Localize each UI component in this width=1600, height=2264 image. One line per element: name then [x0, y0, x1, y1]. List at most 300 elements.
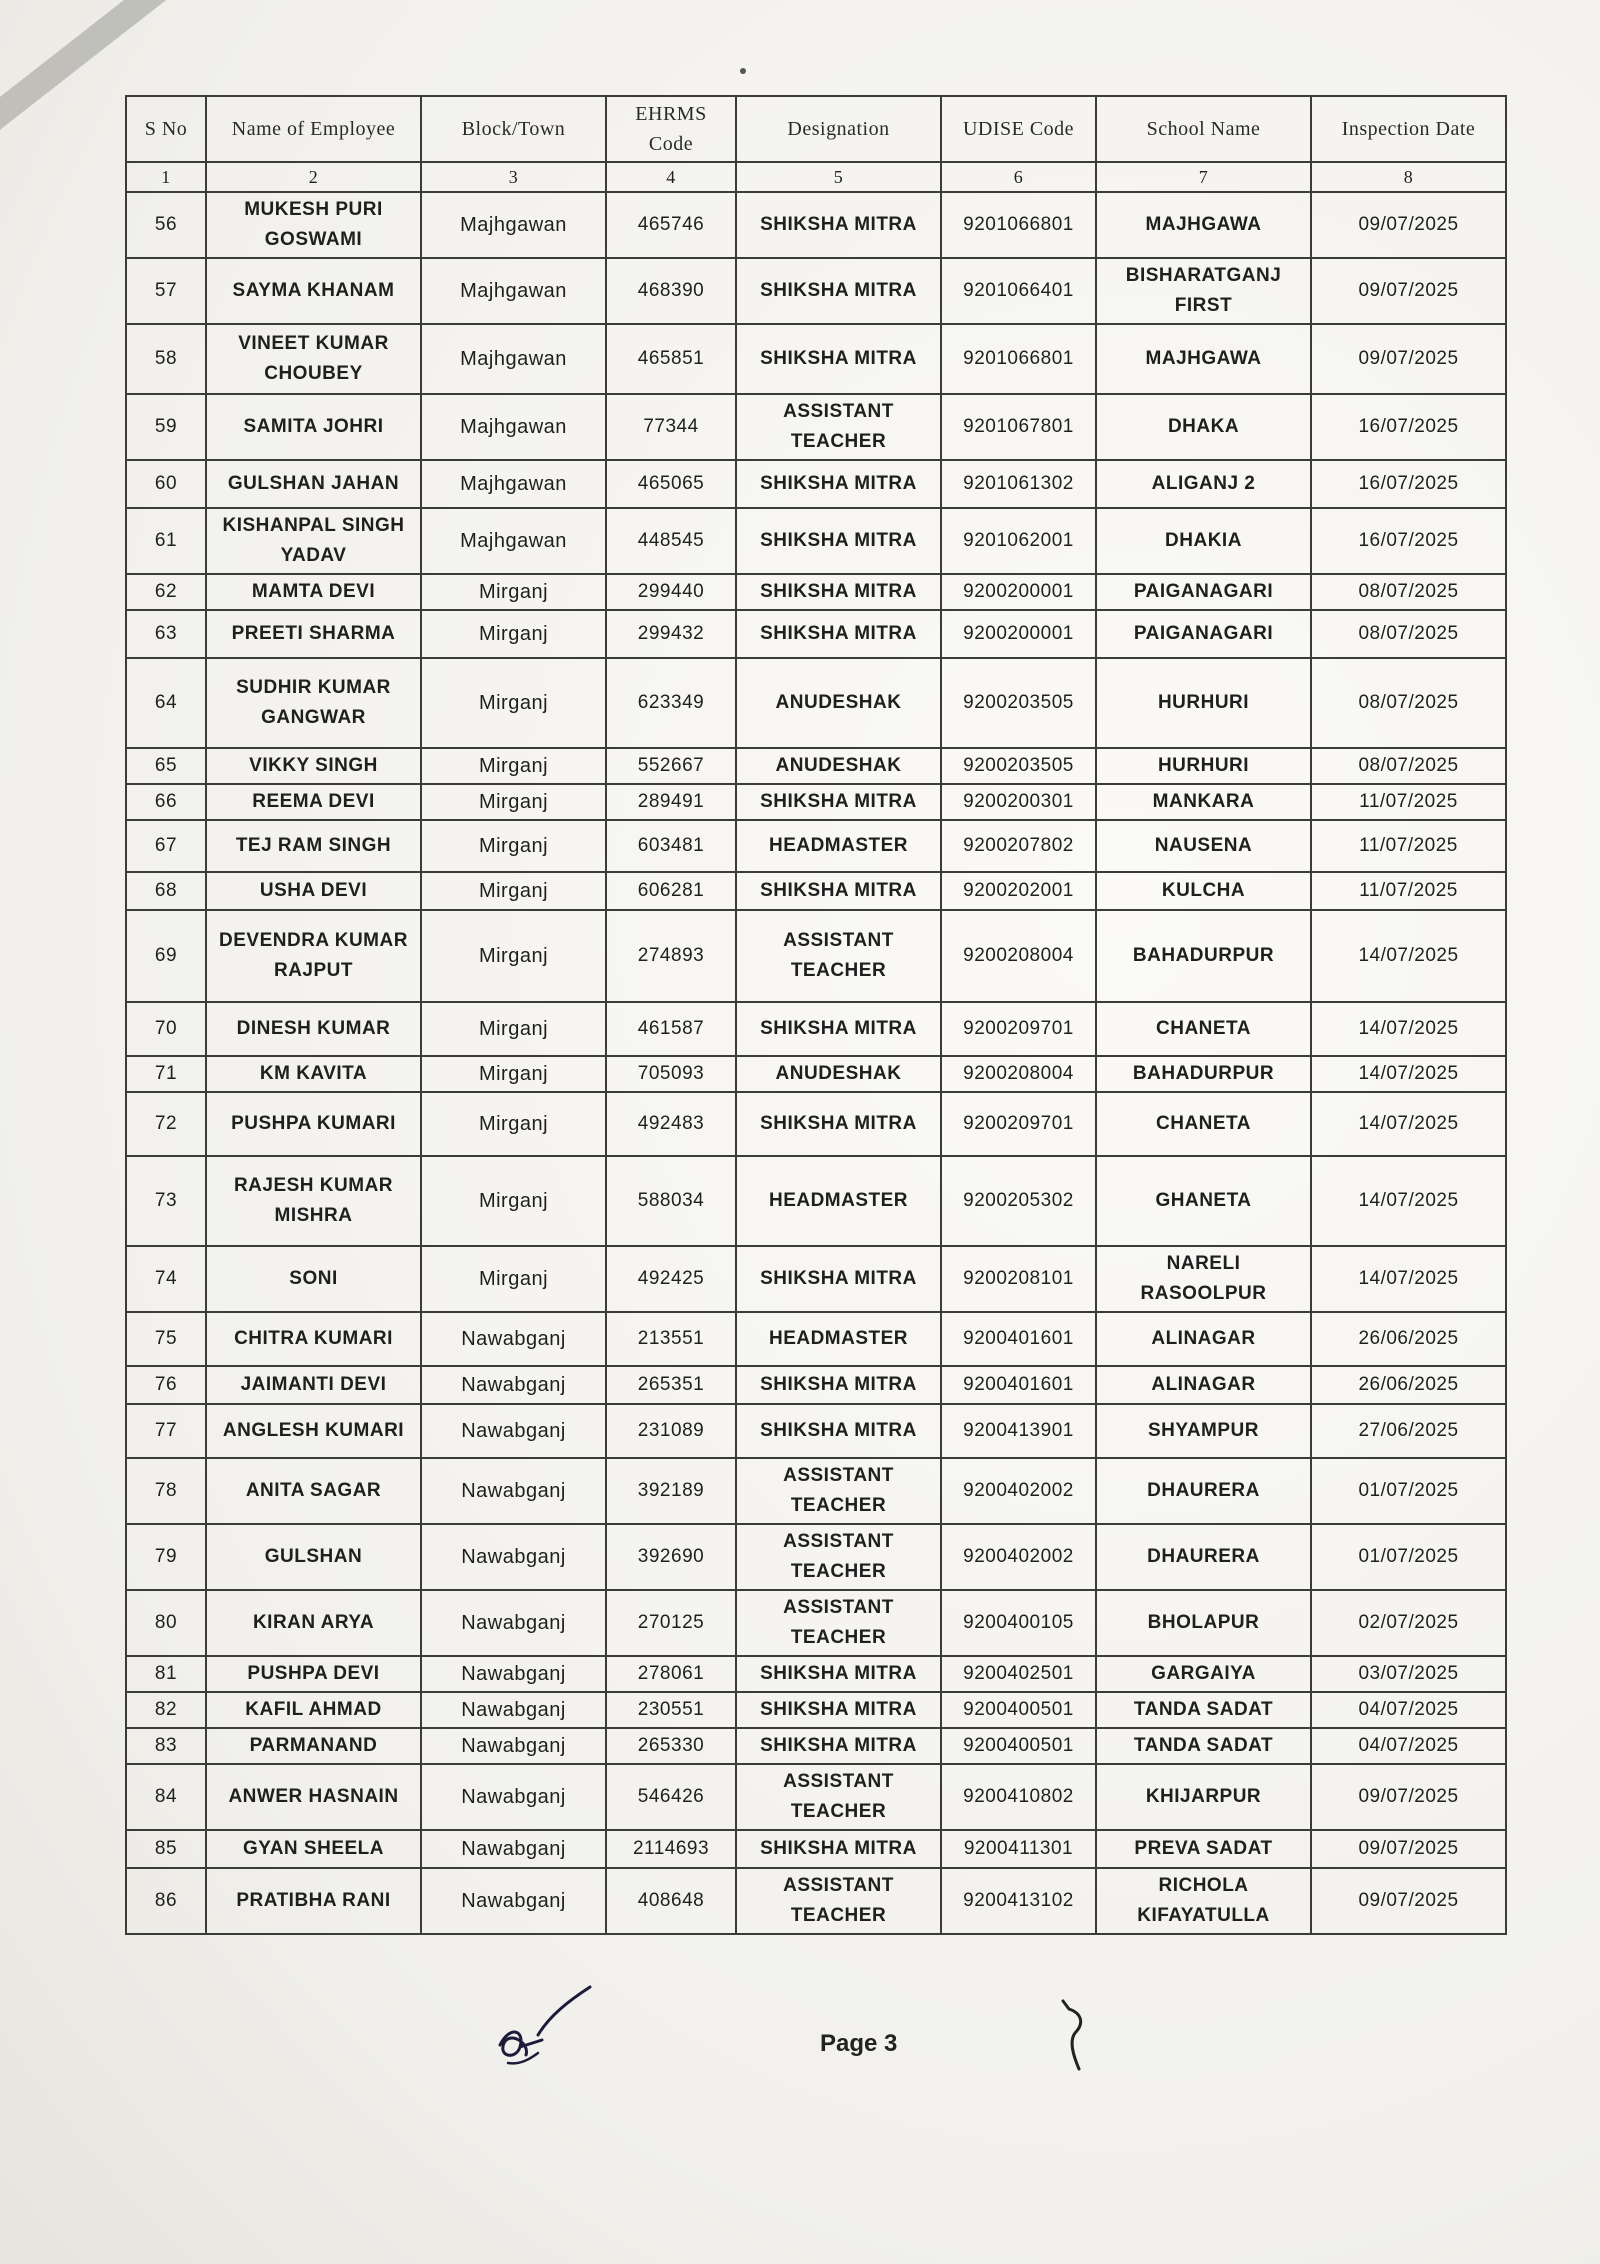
table-row [126, 1590, 1506, 1656]
cell-udise-code: 9200208004 [941, 910, 1096, 1002]
column-number: 1 [126, 162, 206, 192]
header-designation: Designation [736, 96, 941, 162]
cell-ehrms-code: 552667 [606, 748, 736, 784]
cell-inspection-date: 03/07/2025 [1311, 1656, 1506, 1692]
cell-designation: SHIKSHA MITRA [736, 460, 941, 508]
cell-sno: 61 [126, 508, 206, 574]
cell-sno: 85 [126, 1830, 206, 1868]
cell-designation: ASSISTANT TEACHER [736, 1764, 941, 1830]
cell-ehrms-code: 408648 [606, 1868, 736, 1934]
column-number-row [126, 162, 1506, 192]
table-row [126, 1246, 1506, 1312]
cell-udise-code: 9200200001 [941, 574, 1096, 610]
column-number: 5 [736, 162, 941, 192]
table-row [126, 1656, 1506, 1692]
cell-inspection-date: 27/06/2025 [1311, 1404, 1506, 1458]
table-row [126, 1056, 1506, 1092]
table-row [126, 1002, 1506, 1056]
cell-ehrms-code: 546426 [606, 1764, 736, 1830]
table-row [126, 1092, 1506, 1156]
cell-designation: ASSISTANT TEACHER [736, 910, 941, 1002]
cell-inspection-date: 26/06/2025 [1311, 1366, 1506, 1404]
cell-school-name: BAHADURPUR [1096, 1056, 1311, 1092]
column-number: 8 [1311, 162, 1506, 192]
cell-employee-name: RAJESH KUMAR MISHRA [206, 1156, 421, 1246]
cell-ehrms-code: 289491 [606, 784, 736, 820]
cell-udise-code: 9200402002 [941, 1458, 1096, 1524]
cell-ehrms-code: 606281 [606, 872, 736, 910]
cell-udise-code: 9201067801 [941, 394, 1096, 460]
cell-udise-code: 9200410802 [941, 1764, 1096, 1830]
cell-school-name: TANDA SADAT [1096, 1728, 1311, 1764]
cell-inspection-date: 14/07/2025 [1311, 1246, 1506, 1312]
cell-udise-code: 9200209701 [941, 1002, 1096, 1056]
cell-designation: ANUDESHAK [736, 1056, 941, 1092]
table-body [126, 192, 1506, 1934]
cell-employee-name: KAFIL AHMAD [206, 1692, 421, 1728]
column-number: 3 [421, 162, 606, 192]
cell-designation: ASSISTANT TEACHER [736, 1590, 941, 1656]
cell-school-name: BAHADURPUR [1096, 910, 1311, 1002]
cell-sno: 83 [126, 1728, 206, 1764]
cell-inspection-date: 09/07/2025 [1311, 258, 1506, 324]
cell-school-name: TANDA SADAT [1096, 1692, 1311, 1728]
cell-inspection-date: 11/07/2025 [1311, 820, 1506, 872]
cell-inspection-date: 09/07/2025 [1311, 1868, 1506, 1934]
cell-school-name: DHAKA [1096, 394, 1311, 460]
cell-udise-code: 9200203505 [941, 658, 1096, 748]
cell-school-name: BHOLAPUR [1096, 1590, 1311, 1656]
cell-designation: SHIKSHA MITRA [736, 1692, 941, 1728]
cell-employee-name: PUSHPA DEVI [206, 1656, 421, 1692]
cell-block-town: Mirganj [421, 748, 606, 784]
cell-block-town: Nawabganj [421, 1524, 606, 1590]
cell-sno: 67 [126, 820, 206, 872]
cell-school-name: HURHURI [1096, 658, 1311, 748]
cell-sno: 57 [126, 258, 206, 324]
cell-inspection-date: 02/07/2025 [1311, 1590, 1506, 1656]
cell-school-name: KULCHA [1096, 872, 1311, 910]
cell-udise-code: 9201061302 [941, 460, 1096, 508]
cell-block-town: Mirganj [421, 658, 606, 748]
cell-employee-name: VINEET KUMAR CHOUBEY [206, 324, 421, 394]
table-row [126, 1156, 1506, 1246]
table-row [126, 324, 1506, 394]
cell-designation: HEADMASTER [736, 1312, 941, 1366]
column-number: 4 [606, 162, 736, 192]
cell-inspection-date: 14/07/2025 [1311, 1056, 1506, 1092]
cell-inspection-date: 08/07/2025 [1311, 748, 1506, 784]
cell-employee-name: PUSHPA KUMARI [206, 1092, 421, 1156]
table-row [126, 508, 1506, 574]
cell-block-town: Mirganj [421, 1246, 606, 1312]
cell-udise-code: 9200413102 [941, 1868, 1096, 1934]
cell-ehrms-code: 265351 [606, 1366, 736, 1404]
cell-school-name: CHANETA [1096, 1092, 1311, 1156]
cell-sno: 79 [126, 1524, 206, 1590]
cell-designation: SHIKSHA MITRA [736, 872, 941, 910]
cell-sno: 59 [126, 394, 206, 460]
cell-sno: 73 [126, 1156, 206, 1246]
cell-school-name: HURHURI [1096, 748, 1311, 784]
table-row [126, 1692, 1506, 1728]
cell-ehrms-code: 278061 [606, 1656, 736, 1692]
header-sno: S No [126, 96, 206, 162]
cell-udise-code: 9200401601 [941, 1366, 1096, 1404]
cell-designation: SHIKSHA MITRA [736, 1830, 941, 1868]
cell-inspection-date: 16/07/2025 [1311, 460, 1506, 508]
cell-block-town: Mirganj [421, 784, 606, 820]
cell-ehrms-code: 2114693 [606, 1830, 736, 1868]
cell-employee-name: REEMA DEVI [206, 784, 421, 820]
cell-school-name: NAUSENA [1096, 820, 1311, 872]
table-row [126, 1458, 1506, 1524]
cell-designation: SHIKSHA MITRA [736, 1002, 941, 1056]
cell-udise-code: 9200413901 [941, 1404, 1096, 1458]
cell-sno: 65 [126, 748, 206, 784]
cell-sno: 58 [126, 324, 206, 394]
cell-ehrms-code: 77344 [606, 394, 736, 460]
cell-school-name: GHANETA [1096, 1156, 1311, 1246]
table-row [126, 1524, 1506, 1590]
cell-block-town: Mirganj [421, 1056, 606, 1092]
cell-school-name: KHIJARPUR [1096, 1764, 1311, 1830]
cell-school-name: BISHARATGANJ FIRST [1096, 258, 1311, 324]
punch-mark [740, 68, 746, 74]
cell-ehrms-code: 623349 [606, 658, 736, 748]
cell-ehrms-code: 492483 [606, 1092, 736, 1156]
cell-designation: SHIKSHA MITRA [736, 1656, 941, 1692]
cell-school-name: PAIGANAGARI [1096, 574, 1311, 610]
cell-udise-code: 9200200301 [941, 784, 1096, 820]
cell-school-name: NARELI RASOOLPUR [1096, 1246, 1311, 1312]
cell-block-town: Nawabganj [421, 1728, 606, 1764]
cell-udise-code: 9200402501 [941, 1656, 1096, 1692]
cell-employee-name: SONI [206, 1246, 421, 1312]
table-row [126, 1404, 1506, 1458]
header-ehrms-code: EHRMS Code [606, 96, 736, 162]
cell-designation: SHIKSHA MITRA [736, 1404, 941, 1458]
cell-employee-name: PRATIBHA RANI [206, 1868, 421, 1934]
cell-inspection-date: 09/07/2025 [1311, 1830, 1506, 1868]
cell-block-town: Nawabganj [421, 1692, 606, 1728]
cell-designation: SHIKSHA MITRA [736, 784, 941, 820]
cell-ehrms-code: 588034 [606, 1156, 736, 1246]
cell-ehrms-code: 231089 [606, 1404, 736, 1458]
cell-ehrms-code: 465746 [606, 192, 736, 258]
cell-udise-code: 9201066801 [941, 324, 1096, 394]
cell-block-town: Nawabganj [421, 1656, 606, 1692]
cell-employee-name: TEJ RAM SINGH [206, 820, 421, 872]
cell-ehrms-code: 468390 [606, 258, 736, 324]
cell-ehrms-code: 213551 [606, 1312, 736, 1366]
signature-image [490, 1985, 600, 2075]
cell-employee-name: JAIMANTI DEVI [206, 1366, 421, 1404]
cell-udise-code: 9200200001 [941, 610, 1096, 658]
cell-sno: 60 [126, 460, 206, 508]
cell-inspection-date: 11/07/2025 [1311, 872, 1506, 910]
cell-employee-name: DINESH KUMAR [206, 1002, 421, 1056]
table-row [126, 394, 1506, 460]
cell-designation: ASSISTANT TEACHER [736, 1524, 941, 1590]
cell-designation: SHIKSHA MITRA [736, 610, 941, 658]
cell-block-town: Majhgawan [421, 394, 606, 460]
cell-school-name: SHYAMPUR [1096, 1404, 1311, 1458]
cell-ehrms-code: 270125 [606, 1590, 736, 1656]
cell-designation: SHIKSHA MITRA [736, 1246, 941, 1312]
header-block: Block/Town [421, 96, 606, 162]
cell-designation: SHIKSHA MITRA [736, 1092, 941, 1156]
cell-sno: 82 [126, 1692, 206, 1728]
cell-designation: SHIKSHA MITRA [736, 508, 941, 574]
cell-designation: ASSISTANT TEACHER [736, 1458, 941, 1524]
cell-designation: ASSISTANT TEACHER [736, 1868, 941, 1934]
cell-inspection-date: 14/07/2025 [1311, 1092, 1506, 1156]
cell-designation: SHIKSHA MITRA [736, 258, 941, 324]
cell-school-name: DHAKIA [1096, 508, 1311, 574]
cell-udise-code: 9200400105 [941, 1590, 1096, 1656]
column-number: 6 [941, 162, 1096, 192]
page-number: Page 3 [820, 2030, 898, 2057]
cell-inspection-date: 01/07/2025 [1311, 1458, 1506, 1524]
cell-block-town: Mirganj [421, 872, 606, 910]
cell-sno: 64 [126, 658, 206, 748]
cell-inspection-date: 11/07/2025 [1311, 784, 1506, 820]
cell-inspection-date: 04/07/2025 [1311, 1692, 1506, 1728]
header-udise-code: UDISE Code [941, 96, 1096, 162]
cell-sno: 86 [126, 1868, 206, 1934]
cell-block-town: Majhgawan [421, 258, 606, 324]
cell-sno: 62 [126, 574, 206, 610]
cell-inspection-date: 14/07/2025 [1311, 910, 1506, 1002]
cell-sno: 77 [126, 1404, 206, 1458]
cell-employee-name: CHITRA KUMARI [206, 1312, 421, 1366]
cell-sno: 75 [126, 1312, 206, 1366]
cell-employee-name: GYAN SHEELA [206, 1830, 421, 1868]
cell-sno: 84 [126, 1764, 206, 1830]
cell-sno: 66 [126, 784, 206, 820]
cell-inspection-date: 26/06/2025 [1311, 1312, 1506, 1366]
cell-udise-code: 9201066801 [941, 192, 1096, 258]
cell-sno: 70 [126, 1002, 206, 1056]
cell-designation: SHIKSHA MITRA [736, 324, 941, 394]
cell-ehrms-code: 465065 [606, 460, 736, 508]
header-row [126, 96, 1506, 162]
cell-employee-name: MAMTA DEVI [206, 574, 421, 610]
table-row [126, 872, 1506, 910]
cell-school-name: DHAURERA [1096, 1458, 1311, 1524]
cell-employee-name: ANWER HASNAIN [206, 1764, 421, 1830]
cell-ehrms-code: 299440 [606, 574, 736, 610]
cell-block-town: Nawabganj [421, 1830, 606, 1868]
cell-inspection-date: 09/07/2025 [1311, 1764, 1506, 1830]
cell-block-town: Nawabganj [421, 1404, 606, 1458]
table-row [126, 192, 1506, 258]
cell-designation: ASSISTANT TEACHER [736, 394, 941, 460]
cell-school-name: MAJHGAWA [1096, 192, 1311, 258]
cell-block-town: Nawabganj [421, 1458, 606, 1524]
cell-employee-name: MUKESH PURI GOSWAMI [206, 192, 421, 258]
cell-udise-code: 9200203505 [941, 748, 1096, 784]
table-row [126, 258, 1506, 324]
cell-school-name: MAJHGAWA [1096, 324, 1311, 394]
cell-designation: ANUDESHAK [736, 748, 941, 784]
table-row [126, 1830, 1506, 1868]
cell-school-name: PAIGANAGARI [1096, 610, 1311, 658]
cell-inspection-date: 14/07/2025 [1311, 1156, 1506, 1246]
cell-employee-name: KIRAN ARYA [206, 1590, 421, 1656]
header-name: Name of Employee [206, 96, 421, 162]
table-row [126, 910, 1506, 1002]
cell-school-name: MANKARA [1096, 784, 1311, 820]
table-row [126, 1868, 1506, 1934]
table-row [126, 1366, 1506, 1404]
cell-sno: 63 [126, 610, 206, 658]
cell-ehrms-code: 274893 [606, 910, 736, 1002]
cell-block-town: Nawabganj [421, 1764, 606, 1830]
cell-school-name: ALIGANJ 2 [1096, 460, 1311, 508]
table-row [126, 610, 1506, 658]
cell-employee-name: PARMANAND [206, 1728, 421, 1764]
cell-udise-code: 9200411301 [941, 1830, 1096, 1868]
cell-sno: 56 [126, 192, 206, 258]
cell-ehrms-code: 448545 [606, 508, 736, 574]
column-number: 7 [1096, 162, 1311, 192]
cell-school-name: RICHOLA KIFAYATULLA [1096, 1868, 1311, 1934]
cell-sno: 81 [126, 1656, 206, 1692]
cell-udise-code: 9200402002 [941, 1524, 1096, 1590]
cell-block-town: Mirganj [421, 820, 606, 872]
cell-designation: HEADMASTER [736, 1156, 941, 1246]
cell-ehrms-code: 299432 [606, 610, 736, 658]
cell-designation: SHIKSHA MITRA [736, 574, 941, 610]
cell-block-town: Nawabganj [421, 1312, 606, 1366]
cell-sno: 78 [126, 1458, 206, 1524]
cell-employee-name: ANGLESH KUMARI [206, 1404, 421, 1458]
cell-ehrms-code: 705093 [606, 1056, 736, 1092]
table-row [126, 748, 1506, 784]
cell-designation: SHIKSHA MITRA [736, 192, 941, 258]
cell-udise-code: 9200400501 [941, 1728, 1096, 1764]
cell-inspection-date: 16/07/2025 [1311, 508, 1506, 574]
cell-block-town: Majhgawan [421, 460, 606, 508]
cell-ehrms-code: 465851 [606, 324, 736, 394]
cell-designation: HEADMASTER [736, 820, 941, 872]
cell-employee-name: GULSHAN JAHAN [206, 460, 421, 508]
cell-designation: ANUDESHAK [736, 658, 941, 748]
cell-employee-name: USHA DEVI [206, 872, 421, 910]
cell-block-town: Mirganj [421, 1156, 606, 1246]
cell-ehrms-code: 265330 [606, 1728, 736, 1764]
cell-employee-name: KM KAVITA [206, 1056, 421, 1092]
cell-employee-name: SAYMA KHANAM [206, 258, 421, 324]
cell-block-town: Nawabganj [421, 1590, 606, 1656]
cell-sno: 69 [126, 910, 206, 1002]
cell-inspection-date: 09/07/2025 [1311, 192, 1506, 258]
cell-employee-name: SUDHIR KUMAR GANGWAR [206, 658, 421, 748]
header-inspection-date: Inspection Date [1311, 96, 1506, 162]
table-row [126, 574, 1506, 610]
cell-employee-name: ANITA SAGAR [206, 1458, 421, 1524]
cell-block-town: Majhgawan [421, 192, 606, 258]
cell-udise-code: 9200209701 [941, 1092, 1096, 1156]
cell-block-town: Mirganj [421, 910, 606, 1002]
cell-block-town: Mirganj [421, 610, 606, 658]
cell-block-town: Mirganj [421, 1002, 606, 1056]
employee-inspection-table-container [125, 95, 1505, 1935]
cell-inspection-date: 09/07/2025 [1311, 324, 1506, 394]
cell-inspection-date: 01/07/2025 [1311, 1524, 1506, 1590]
table-row [126, 784, 1506, 820]
table-row [126, 460, 1506, 508]
column-number: 2 [206, 162, 421, 192]
cell-school-name: PREVA SADAT [1096, 1830, 1311, 1868]
cell-udise-code: 9200400501 [941, 1692, 1096, 1728]
cell-udise-code: 9201066401 [941, 258, 1096, 324]
cell-employee-name: GULSHAN [206, 1524, 421, 1590]
cell-employee-name: VIKKY SINGH [206, 748, 421, 784]
cell-school-name: GARGAIYA [1096, 1656, 1311, 1692]
cell-inspection-date: 16/07/2025 [1311, 394, 1506, 460]
cell-inspection-date: 08/07/2025 [1311, 658, 1506, 748]
cell-block-town: Nawabganj [421, 1366, 606, 1404]
cell-block-town: Majhgawan [421, 324, 606, 394]
cell-school-name: ALINAGAR [1096, 1312, 1311, 1366]
header-school-name: School Name [1096, 96, 1311, 162]
table-row [126, 1312, 1506, 1366]
table-row [126, 658, 1506, 748]
cell-sno: 68 [126, 872, 206, 910]
cell-block-town: Mirganj [421, 574, 606, 610]
cell-udise-code: 9201062001 [941, 508, 1096, 574]
cell-block-town: Majhgawan [421, 508, 606, 574]
cell-udise-code: 9200208004 [941, 1056, 1096, 1092]
cell-sno: 76 [126, 1366, 206, 1404]
cell-udise-code: 9200205302 [941, 1156, 1096, 1246]
cell-employee-name: DEVENDRA KUMAR RAJPUT [206, 910, 421, 1002]
cell-school-name: DHAURERA [1096, 1524, 1311, 1590]
cell-ehrms-code: 392690 [606, 1524, 736, 1590]
cell-block-town: Mirganj [421, 1092, 606, 1156]
cell-inspection-date: 14/07/2025 [1311, 1002, 1506, 1056]
cell-school-name: ALINAGAR [1096, 1366, 1311, 1404]
cell-udise-code: 9200401601 [941, 1312, 1096, 1366]
cell-inspection-date: 08/07/2025 [1311, 574, 1506, 610]
cell-ehrms-code: 603481 [606, 820, 736, 872]
cell-udise-code: 9200208101 [941, 1246, 1096, 1312]
cell-udise-code: 9200202001 [941, 872, 1096, 910]
cell-employee-name: PREETI SHARMA [206, 610, 421, 658]
employee-inspection-table [125, 95, 1507, 1935]
cell-ehrms-code: 492425 [606, 1246, 736, 1312]
cell-ehrms-code: 230551 [606, 1692, 736, 1728]
table-row [126, 820, 1506, 872]
table-row [126, 1764, 1506, 1830]
cell-inspection-date: 08/07/2025 [1311, 610, 1506, 658]
cell-sno: 74 [126, 1246, 206, 1312]
cell-school-name: CHANETA [1096, 1002, 1311, 1056]
cell-sno: 72 [126, 1092, 206, 1156]
cell-udise-code: 9200207802 [941, 820, 1096, 872]
cell-designation: SHIKSHA MITRA [736, 1366, 941, 1404]
cell-employee-name: SAMITA JOHRI [206, 394, 421, 460]
cell-sno: 71 [126, 1056, 206, 1092]
cell-employee-name: KISHANPAL SINGH YADAV [206, 508, 421, 574]
cell-ehrms-code: 461587 [606, 1002, 736, 1056]
cell-ehrms-code: 392189 [606, 1458, 736, 1524]
cell-designation: SHIKSHA MITRA [736, 1728, 941, 1764]
cell-block-town: Nawabganj [421, 1868, 606, 1934]
